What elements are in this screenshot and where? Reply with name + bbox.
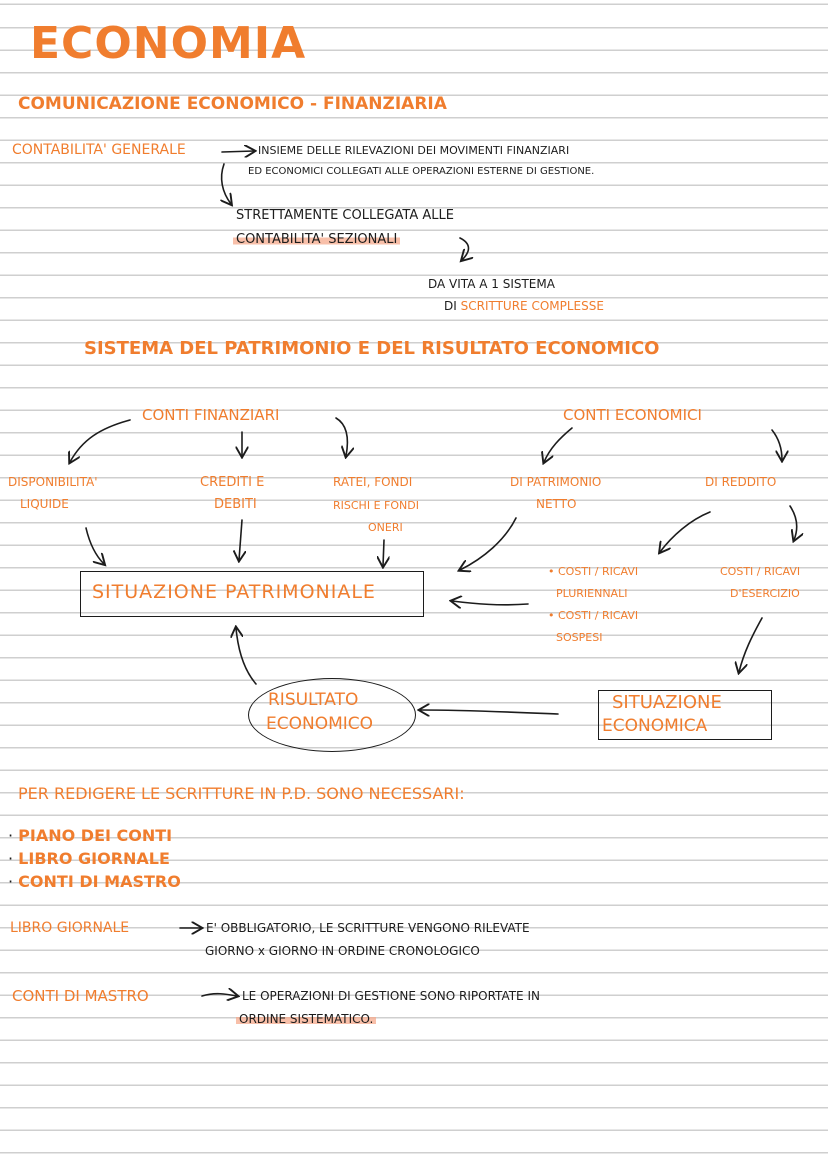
costi-esercizio-line1: COSTI / RICAVI — [720, 565, 801, 578]
contabilita-definition-line1: INSIEME DELLE RILEVAZIONI DEI MOVIMENTI FINANZIARI — [258, 144, 570, 157]
page-subtitle: COMUNICAZIONE ECONOMICO - FINANZIARIA — [18, 94, 447, 114]
patrimonio-netto-line1: DI PATRIMONIO — [510, 475, 602, 489]
conti-finanziari-label: CONTI FINANZIARI — [142, 406, 280, 424]
redigere-item-label: CONTI DI MASTRO — [18, 872, 181, 891]
contabilita-result-line1: DA VITA A 1 SISTEMA — [428, 277, 555, 291]
arrow-contabilita-down — [222, 164, 231, 204]
costi-pluriennali-line2: PLURIENNALI — [556, 587, 628, 600]
redigere-list-item: · CONTI DI MASTRO — [8, 872, 181, 891]
arrow-sezionali-curve — [460, 238, 469, 260]
contabilita-result-suffix: SCRITTURE COMPLESSE — [460, 299, 604, 313]
libro-giornale-label: LIBRO GIORNALE — [10, 920, 130, 936]
conti-mastro-line1: LE OPERAZIONI DI GESTIONE SONO RIPORTATE IN — [242, 989, 540, 1003]
risultato-economico-line1: RISULTATO — [268, 690, 359, 710]
costi-pluriennali-line1: • COSTI / RICAVI — [548, 565, 639, 578]
arrow-ratei-situazione — [383, 540, 384, 566]
contabilita-result-prefix: DI — [444, 299, 457, 313]
redigere-list-item: · LIBRO GIORNALE — [8, 849, 170, 868]
sistema-heading: SISTEMA DEL PATRIMONIO E DEL RISULTATO ECONOMICO — [84, 338, 660, 359]
arrow-economici-reddito — [772, 430, 782, 460]
page-title: ECONOMIA — [30, 18, 307, 69]
contabilita-note-line1: STRETTAMENTE COLLEGATA ALLE — [236, 208, 454, 223]
arrow-disponibilita-situazione — [86, 528, 104, 564]
arrow-esercizio-situazione-economica — [739, 618, 762, 672]
situazione-economica-line1: SITUAZIONE — [612, 692, 722, 713]
arrow-crediti-situazione — [239, 520, 242, 560]
redigere-item-label: PIANO DEI CONTI — [18, 826, 173, 845]
conti-economici-label: CONTI ECONOMICI — [563, 406, 702, 424]
ratei-fondi-line3: ONERI — [368, 521, 403, 534]
redigere-item-label: LIBRO GIORNALE — [18, 849, 170, 868]
arrow-reddito-esercizio — [790, 506, 797, 540]
arrow-conti-mastro — [202, 994, 237, 996]
arrow-situazione-economica-risultato — [420, 710, 558, 714]
disponibilita-liquide-line2: LIQUIDE — [20, 497, 69, 511]
contabilita-definition-line2: ED ECONOMICI COLLEGATI ALLE OPERAZIONI ESTERNE DI GESTIONE. — [248, 166, 595, 177]
crediti-debiti-line2: DEBITI — [214, 497, 257, 512]
redigere-intro: PER REDIGERE LE SCRITTURE IN P.D. SONO NECESSARI: — [18, 784, 465, 803]
libro-giornale-line2: GIORNO x GIORNO IN ORDINE CRONOLOGICO — [205, 944, 480, 958]
arrow-finanziari-ratei — [336, 418, 347, 456]
arrow-finanziari-disponibilita — [70, 420, 130, 462]
costi-esercizio-line2: D'ESERCIZIO — [730, 587, 800, 600]
risultato-economico-line2: ECONOMICO — [266, 714, 374, 734]
arrow-contabilita-definition — [222, 151, 254, 152]
disponibilita-liquide-line1: DISPONIBILITA' — [8, 475, 98, 489]
arrow-reddito-pluriennali — [660, 512, 710, 552]
di-reddito-label: DI REDDITO — [705, 475, 777, 489]
arrow-economici-patrimonio — [544, 428, 572, 462]
contabilita-sezionali-highlight: CONTABILITA' SEZIONALI — [233, 233, 400, 246]
situazione-patrimoniale-label: SITUAZIONE PATRIMONIALE — [92, 581, 376, 603]
conti-mastro-label: CONTI DI MASTRO — [12, 987, 149, 1005]
conti-mastro-line2-highlight: ORDINE SISTEMATICO. — [236, 1013, 376, 1025]
arrow-risultato-situazione — [236, 628, 256, 684]
libro-giornale-line1: E' OBBLIGATORIO, LE SCRITTURE VENGONO RILEVATE — [206, 921, 530, 935]
patrimonio-netto-line2: NETTO — [536, 497, 577, 511]
arrow-patrimonio-situazione — [460, 518, 516, 570]
crediti-debiti-line1: CREDITI E — [200, 475, 265, 490]
costi-sospesi-line2: SOSPESI — [556, 631, 603, 644]
arrow-costi-situazione — [452, 601, 528, 605]
situazione-economica-line2: ECONOMICA — [602, 716, 708, 736]
costi-sospesi-line1: • COSTI / RICAVI — [548, 609, 639, 622]
contabilita-label: CONTABILITA' GENERALE — [12, 142, 186, 158]
ratei-fondi-line2: RISCHI E FONDI — [333, 499, 419, 512]
redigere-list-item: · PIANO DEI CONTI — [8, 826, 173, 845]
ratei-fondi-line1: RATEI, FONDI — [333, 475, 413, 489]
